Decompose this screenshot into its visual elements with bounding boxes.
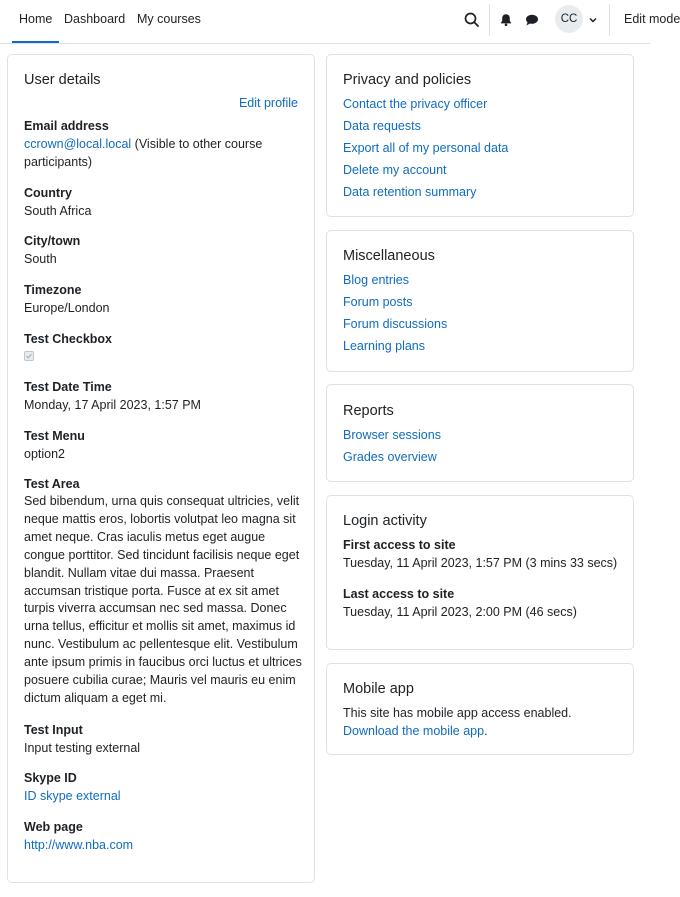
timezone-label: Timezone	[24, 283, 82, 297]
test-area-label: Test Area	[24, 477, 80, 491]
miscellaneous-card	[326, 230, 634, 372]
mobile-app-period: .	[484, 724, 488, 738]
test-datetime-value: Monday, 17 April 2023, 1:57 PM	[24, 398, 201, 412]
nav-dashboard[interactable]: Dashboard	[64, 12, 126, 26]
navbar-divider	[609, 4, 610, 36]
web-page-label: Web page	[24, 820, 83, 834]
city-label: City/town	[24, 234, 81, 248]
avatar[interactable]: CC	[555, 5, 583, 33]
data-requests-link[interactable]: Data requests	[343, 119, 421, 133]
top-navbar	[0, 0, 680, 44]
bell-icon[interactable]	[496, 10, 516, 30]
email-visibility-note: (Visible to other course	[134, 137, 263, 151]
reports-title: Reports	[343, 403, 394, 419]
last-access-label: Last access to site	[343, 587, 455, 601]
country-value: South Africa	[24, 204, 92, 218]
email-row	[24, 137, 262, 151]
nav-my-courses[interactable]: My courses	[137, 12, 201, 26]
contact-privacy-officer-link[interactable]: Contact the privacy officer	[343, 97, 488, 111]
email-link[interactable]: ccrown@local.local	[24, 137, 132, 151]
reports-card	[326, 384, 634, 482]
mobile-app-text: This site has mobile app access enabled.	[343, 706, 572, 720]
forum-discussions-link[interactable]: Forum discussions	[343, 317, 448, 331]
country-label: Country	[24, 186, 72, 200]
edit-mode-toggle[interactable]: Edit mode	[624, 12, 680, 26]
email-label: Email address	[24, 119, 109, 133]
browser-sessions-link[interactable]: Browser sessions	[343, 428, 441, 442]
last-access-value: Tuesday, 11 April 2023, 2:00 PM (46 secs)	[343, 605, 577, 619]
first-access-value: Tuesday, 11 April 2023, 1:57 PM (3 mins 33 secs)	[343, 556, 618, 570]
login-activity-title: Login activity	[343, 513, 427, 529]
misc-title: Miscellaneous	[343, 248, 435, 264]
test-menu-value: option2	[24, 447, 66, 461]
mobile-app-title: Mobile app	[343, 681, 414, 697]
test-menu-label: Test Menu	[24, 429, 85, 443]
user-details-card	[7, 54, 315, 883]
search-icon[interactable]	[462, 10, 482, 30]
chevron-down-icon[interactable]	[587, 10, 607, 30]
mobile-app-download-row	[343, 724, 488, 738]
test-area-value: Sed bibendum, urna quis consequat ultricies, velit neque mattis eros, lobortis volutpat leo magna sit amet neque. Cras iaculis metus eget augue congue porttitor. Sed tincidunt facilisis neque eget blandit. Nullam vitae dui massa. Praesent accumsan tristique porta. Fusce at ex sit amet turpis viverra accumsan nec sed massa. Donec urna tellus, efficitur et mollis sit amet, maximus id nunc. Vestibulum ac pellentesque elit. Vestibulum ante ipsum primis in faucibus orci luctus et ultrices posuere cubilia curae; Mauris vel mauris eu enim dictum aliquam a eget mi.	[24, 494, 302, 705]
first-access-label: First access to site	[343, 538, 456, 552]
skype-label: Skype ID	[24, 771, 77, 785]
test-datetime-label: Test Date Time	[24, 380, 112, 394]
blog-entries-link[interactable]: Blog entries	[343, 273, 410, 287]
test-checkbox	[24, 351, 34, 361]
download-mobile-app-link[interactable]: Download the mobile app	[343, 724, 485, 738]
privacy-card	[326, 54, 634, 217]
privacy-title: Privacy and policies	[343, 72, 472, 88]
navbar-divider	[489, 4, 490, 36]
skype-link[interactable]: ID skype external	[24, 789, 121, 803]
email-visibility-note-2: participants)	[24, 155, 93, 169]
web-page-link[interactable]: http://www.nba.com	[24, 838, 134, 852]
login-activity-card	[326, 495, 634, 650]
mobile-app-card	[326, 663, 634, 755]
delete-account-link[interactable]: Delete my account	[343, 163, 447, 177]
nav-home[interactable]: Home	[12, 0, 59, 43]
city-value: South	[24, 252, 57, 266]
grades-overview-link[interactable]: Grades overview	[343, 450, 437, 464]
forum-posts-link[interactable]: Forum posts	[343, 295, 413, 309]
data-retention-link[interactable]: Data retention summary	[343, 185, 477, 199]
test-checkbox-label: Test Checkbox	[24, 332, 112, 346]
user-details-title: User details	[24, 72, 101, 88]
chat-icon[interactable]	[522, 10, 542, 30]
export-data-link[interactable]: Export all of my personal data	[343, 141, 509, 155]
test-input-label: Test Input	[24, 723, 83, 737]
learning-plans-link[interactable]: Learning plans	[343, 339, 426, 353]
edit-profile-link[interactable]: Edit profile	[238, 96, 298, 110]
test-input-value: Input testing external	[24, 741, 141, 755]
timezone-value: Europe/London	[24, 301, 110, 315]
